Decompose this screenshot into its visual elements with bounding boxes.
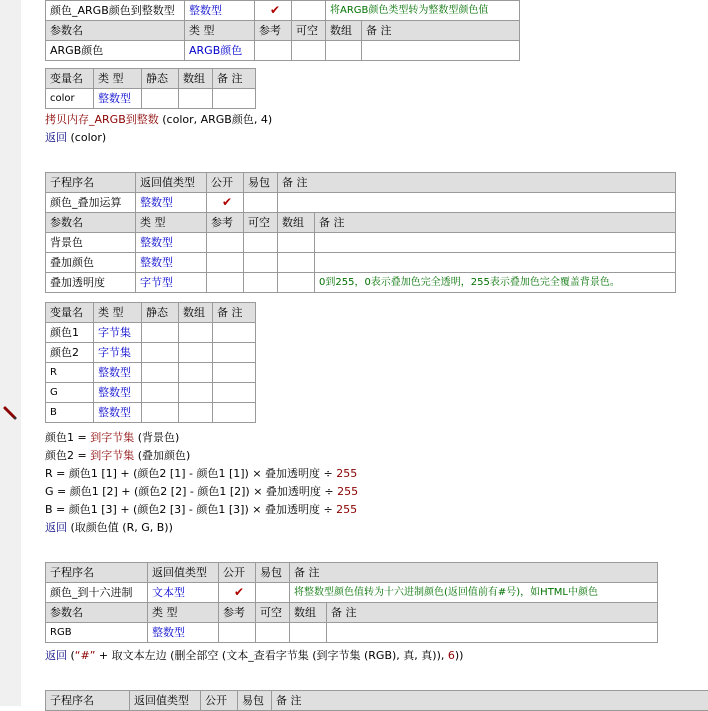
param-header-name: 参数名 <box>46 21 185 41</box>
code-string: “#” <box>75 649 96 662</box>
var-header-array: 数组 <box>179 303 213 323</box>
sub3-public-check-icon[interactable]: ✔ <box>219 583 256 603</box>
sub3-table <box>45 562 658 643</box>
code-args: (叠加颜色) <box>134 449 190 462</box>
sub3-name[interactable]: 颜色_到十六进制 <box>46 583 148 603</box>
code-line[interactable] <box>45 647 463 665</box>
code-line[interactable] <box>45 129 106 147</box>
sub4-table <box>45 690 708 711</box>
code-line[interactable] <box>45 465 357 483</box>
var-header-static: 静态 <box>142 303 179 323</box>
param-note[interactable] <box>315 233 676 253</box>
sub1-table <box>45 0 520 61</box>
code-args: (color) <box>67 131 106 144</box>
sub-header-easypack: 易包 <box>256 563 290 583</box>
param-ref[interactable] <box>207 233 244 253</box>
param-array[interactable] <box>278 273 315 293</box>
var-header-type: 类 型 <box>94 69 142 89</box>
var-note[interactable] <box>213 323 256 343</box>
var-name[interactable]: color <box>46 89 94 109</box>
param-name[interactable]: 叠加颜色 <box>46 253 136 273</box>
code-number: 6 <box>448 649 455 662</box>
code-line[interactable] <box>45 111 272 129</box>
param-array[interactable] <box>278 253 315 273</box>
param-nullable[interactable] <box>244 253 278 273</box>
sub2-ret-type[interactable]: 整数型 <box>136 193 207 213</box>
sub3-ret-type[interactable]: 文本型 <box>148 583 219 603</box>
var-name[interactable]: R <box>46 363 94 383</box>
var-name[interactable]: G <box>46 383 94 403</box>
sub-header-ret: 返回值类型 <box>130 691 201 711</box>
var-static[interactable] <box>142 89 179 109</box>
param-header-type: 类 型 <box>148 603 219 623</box>
code-assign: 颜色2 = <box>45 449 90 462</box>
sub-header-note: 备 注 <box>272 691 708 711</box>
code-args: )) <box>455 649 464 662</box>
sub2-public-check-icon[interactable]: ✔ <box>207 193 244 213</box>
code-number: 255 <box>336 467 357 480</box>
sub-header-name: 子程序名 <box>46 173 136 193</box>
param-name[interactable]: 叠加透明度 <box>46 273 136 293</box>
var-array[interactable] <box>179 383 213 403</box>
var-header-name: 变量名 <box>46 69 94 89</box>
var-header-note: 备 注 <box>213 303 256 323</box>
param-header-nullable: 可空 <box>244 213 278 233</box>
param-header-name: 参数名 <box>46 603 148 623</box>
param-note[interactable] <box>315 253 676 273</box>
param-nullable[interactable] <box>256 623 290 643</box>
code-expr: R = 颜色1 [1] + (颜色2 [1] - 颜色1 [1]) × 叠加透明度 ÷ <box>45 467 336 480</box>
code-args: (背景色) <box>134 431 179 444</box>
param-header-type: 类 型 <box>136 213 207 233</box>
sub2-var-table <box>45 302 256 423</box>
param-header-note: 备 注 <box>327 603 658 623</box>
param-header-ref: 参考 <box>255 21 292 41</box>
sub1-ret-type[interactable]: 整数型 <box>185 1 255 21</box>
param-name[interactable]: ARGB颜色 <box>46 41 185 61</box>
sub-header-public: 公开 <box>219 563 256 583</box>
param-note[interactable]: 0到255，0表示叠加色完全透明，255表示叠加色完全覆盖背景色。 <box>315 273 676 293</box>
sub2-table <box>45 172 676 293</box>
code-line[interactable] <box>45 483 358 501</box>
sub-header-easypack: 易包 <box>238 691 272 711</box>
param-note[interactable] <box>327 623 658 643</box>
var-note[interactable] <box>213 403 256 423</box>
code-line[interactable] <box>45 429 179 447</box>
var-type[interactable]: 字节集 <box>94 323 142 343</box>
var-type[interactable]: 字节集 <box>94 343 142 363</box>
code-expr: G = 颜色1 [2] + (颜色2 [2] - 颜色1 [2]) × 叠加透明度 ÷ <box>45 485 337 498</box>
code-args: (color, ARGB颜色, 4) <box>159 113 272 126</box>
var-array[interactable] <box>179 89 213 109</box>
param-array[interactable] <box>326 41 362 61</box>
param-ref[interactable] <box>207 253 244 273</box>
var-note[interactable] <box>213 343 256 363</box>
sub3-note[interactable]: 将整数型颜色值转为十六进制颜色(返回值前有#号)，如HTML中颜色 <box>290 583 658 603</box>
param-header-type: 类 型 <box>185 21 255 41</box>
param-nullable[interactable] <box>292 41 326 61</box>
var-header-note: 备 注 <box>213 69 256 89</box>
param-header-array: 数组 <box>278 213 315 233</box>
param-array[interactable] <box>290 623 327 643</box>
var-type[interactable]: 整数型 <box>94 383 142 403</box>
param-nullable[interactable] <box>244 233 278 253</box>
var-static[interactable] <box>142 383 179 403</box>
sub-header-public: 公开 <box>207 173 244 193</box>
param-type[interactable]: 整数型 <box>148 623 219 643</box>
var-array[interactable] <box>179 363 213 383</box>
sub-header-ret: 返回值类型 <box>148 563 219 583</box>
sub1-easypack[interactable] <box>292 1 326 21</box>
var-static[interactable] <box>142 343 179 363</box>
var-type[interactable]: 整数型 <box>94 403 142 423</box>
var-static[interactable] <box>142 403 179 423</box>
param-type[interactable]: 整数型 <box>136 253 207 273</box>
param-header-array: 数组 <box>290 603 327 623</box>
var-name[interactable]: 颜色1 <box>46 323 94 343</box>
sub1-note[interactable]: 将ARGB颜色类型转为整数型颜色值 <box>326 1 520 21</box>
sub-header-name: 子程序名 <box>46 563 148 583</box>
code-keyword: 返回 <box>45 521 67 534</box>
code-line[interactable] <box>45 501 357 519</box>
sub-header-note: 备 注 <box>278 173 676 193</box>
param-type[interactable]: ARGB颜色 <box>185 41 255 61</box>
param-ref[interactable] <box>207 273 244 293</box>
param-header-note: 备 注 <box>362 21 520 41</box>
var-static[interactable] <box>142 323 179 343</box>
var-type[interactable]: 整数型 <box>94 89 142 109</box>
left-gutter <box>0 0 21 706</box>
var-note[interactable] <box>213 383 256 403</box>
sub3-easypack[interactable] <box>256 583 290 603</box>
code-call: 到字节集 <box>90 449 134 462</box>
sub1-name[interactable]: 颜色_ARGB颜色到整数型 <box>46 1 185 21</box>
var-header-array: 数组 <box>179 69 213 89</box>
param-note[interactable] <box>362 41 520 61</box>
code-args: (取颜色值 (R, G, B)) <box>67 521 173 534</box>
sub-header-easypack: 易包 <box>244 173 278 193</box>
param-ref[interactable] <box>255 41 292 61</box>
param-header-ref: 参考 <box>219 603 256 623</box>
var-type[interactable]: 整数型 <box>94 363 142 383</box>
param-name[interactable]: RGB <box>46 623 148 643</box>
param-header-ref: 参考 <box>207 213 244 233</box>
var-note[interactable] <box>213 363 256 383</box>
sub2-name[interactable]: 颜色_叠加运算 <box>46 193 136 213</box>
sub2-note[interactable] <box>278 193 676 213</box>
sub2-easypack[interactable] <box>244 193 278 213</box>
var-name[interactable]: B <box>46 403 94 423</box>
sub-header-note: 备 注 <box>290 563 658 583</box>
var-header-type: 类 型 <box>94 303 142 323</box>
param-header-name: 参数名 <box>46 213 136 233</box>
param-header-array: 数组 <box>326 21 362 41</box>
var-array[interactable] <box>179 403 213 423</box>
var-static[interactable] <box>142 363 179 383</box>
code-keyword: 返回 <box>45 649 67 662</box>
sub1-var-table <box>45 68 256 109</box>
var-header-name: 变量名 <box>46 303 94 323</box>
var-name[interactable]: 颜色2 <box>46 343 94 363</box>
param-type[interactable]: 整数型 <box>136 233 207 253</box>
param-header-nullable: 可空 <box>292 21 326 41</box>
param-array[interactable] <box>278 233 315 253</box>
var-array[interactable] <box>179 343 213 363</box>
sub-header-public: 公开 <box>201 691 238 711</box>
code-call: 到字节集 <box>90 431 134 444</box>
param-name[interactable]: 背景色 <box>46 233 136 253</box>
code-line[interactable] <box>45 519 173 537</box>
param-header-note: 备 注 <box>315 213 676 233</box>
code-expr: B = 颜色1 [3] + (颜色2 [3] - 颜色1 [3]) × 叠加透明度 ÷ <box>45 503 336 516</box>
code-args: ( <box>67 649 75 662</box>
param-ref[interactable] <box>219 623 256 643</box>
sub-header-ret: 返回值类型 <box>136 173 207 193</box>
code-assign: 颜色1 = <box>45 431 90 444</box>
sub-header-name: 子程序名 <box>46 691 130 711</box>
code-keyword: 返回 <box>45 131 67 144</box>
param-nullable[interactable] <box>244 273 278 293</box>
param-type[interactable]: 字节型 <box>136 273 207 293</box>
var-array[interactable] <box>179 323 213 343</box>
sub1-public-check-icon[interactable]: ✔ <box>255 1 292 21</box>
var-note[interactable] <box>213 89 256 109</box>
pencil-icon[interactable] <box>2 405 18 421</box>
param-header-nullable: 可空 <box>256 603 290 623</box>
code-line[interactable] <box>45 447 190 465</box>
code-number: 255 <box>336 503 357 516</box>
code-args: + 取文本左边 (删全部空 (文本_查看字节集 (到字节集 (RGB), 真, 真)), <box>95 649 447 662</box>
code-number: 255 <box>337 485 358 498</box>
code-call: 拷贝内存_ARGB到整数 <box>45 113 159 126</box>
var-header-static: 静态 <box>142 69 179 89</box>
